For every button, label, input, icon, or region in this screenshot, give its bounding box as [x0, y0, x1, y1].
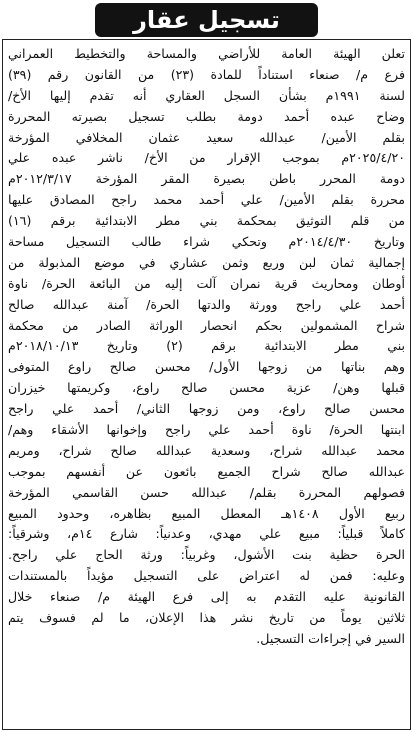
- notice-line: وتاريخ ٢٠١٤/٤/٣٠م وتحكي شراء طالب التسجيل مساحة: [8, 234, 405, 250]
- notice-line: أحمد علي راجح وورثة والدتها الحرة/ آمنة عبدالله صالح: [8, 296, 405, 312]
- notice-line: فرع م/ صنعاء استناداً للمادة (٢٣) من القانون رقم (٣٩): [8, 66, 405, 82]
- notice-line: محمد عبدالله شراح، وسعدية عبدالله صالح شراح، ومريم: [8, 442, 405, 458]
- notice-line: بني مطر الابتدائية برقم (٢) وتاريخ ٢٠١٨/١٠/١٣م: [8, 338, 405, 354]
- notice-line: تعلن الهيئة العامة للأراضي والمساحة والتخطيط العمراني: [8, 46, 405, 61]
- notice-line: لسنة ١٩٩١م بشأن السجل العقاري أنه تقدم إليها الأخ/: [8, 87, 405, 103]
- notice-line: ثلاثين يوماً من تاريخ نشر هذا الإعلان، ما لم فسوف يتم: [8, 610, 405, 626]
- notice-line: ٢٠٢٥/٤/٢٠م بموجب الإقرار من الأخ/ ناشر عبده علي: [8, 150, 405, 166]
- notice-line: الحرة حظية بنت الأشول، وغربياً: ورثة الحاج علي راجح.: [8, 547, 405, 563]
- notice-line: ربيع الأول ١٤٠٨هـ المعطل المبيع بظاهره، وحدود المبيع: [8, 505, 405, 521]
- notice-line: دومة المحرر باطن بصيرة المقر المؤرخة ٢٠١٢/٣/١٧م: [8, 171, 405, 187]
- notice-line: كاملاً قبلياً: مبيع علي مهدي، وعدنياً: شارع ١٤م، وشرقياً:: [8, 526, 405, 542]
- notice-line: إجمالية ثمان لبن وربع وثمن عشاري في موضع المذبولة من: [8, 254, 405, 270]
- notice-line: أوطان ومحاريث قرية نمران آلت إليه من البائعة الحرة/ ناوة: [8, 275, 405, 291]
- notice-line: فصولهم المحررة بقلم/ عبدالله حسن القاسمي المؤرخة: [8, 484, 405, 500]
- notice-line: شراح المشمولين بحكم انحصار الوراثة الصادر من محكمة: [8, 317, 405, 333]
- notice-line: بقلم الأمين/ عبدالله سعيد عثمان المخلافي المؤرخة: [8, 129, 405, 145]
- notice-line: محررة بقلم الأمين/ علي أحمد محمد راجح المصادق عليها: [8, 192, 405, 208]
- notice-line: وهم بناتها من زوجها الأول/ محسن صالح راوع المتوفى: [8, 359, 405, 375]
- notice-line: محسن صالح راوع، ومن زوجها الثاني/ أحمد علي راجح: [8, 401, 405, 417]
- notice-line: القانونية عليه التقدم به إلى فرع الهيئة م/ صنعاء خلال: [8, 589, 405, 605]
- notice-line: قبلها وهن/ عزية محسن صالح راوع، وكريمتها خيزران: [8, 380, 405, 396]
- notice-title: تسجيل عقار: [95, 3, 318, 37]
- notice-header: [0, 0, 413, 40]
- notice-line: ابنتها الحرة/ ناوة أحمد علي راجح وإخوانها الأشقاء وهم/: [8, 422, 405, 438]
- notice-body: [8, 44, 405, 728]
- notice-line: وعليه: فمن له اعتراض على التسجيل مؤيداً بالمستندات: [8, 568, 405, 584]
- notice-line: من قلم التوثيق بمحكمة بني مطر الابتدائية برقم (١٦): [8, 213, 405, 229]
- notice-line: وضاح عبده أحمد دومة بطلب تسجيل بصيرته المحررة: [8, 108, 405, 124]
- notice-line: السير في إجراءات التسجيل.: [256, 630, 405, 646]
- notice-line: عبدالله صالح شراح الجميع بائعون عن أنفسهم بموجب: [8, 463, 405, 479]
